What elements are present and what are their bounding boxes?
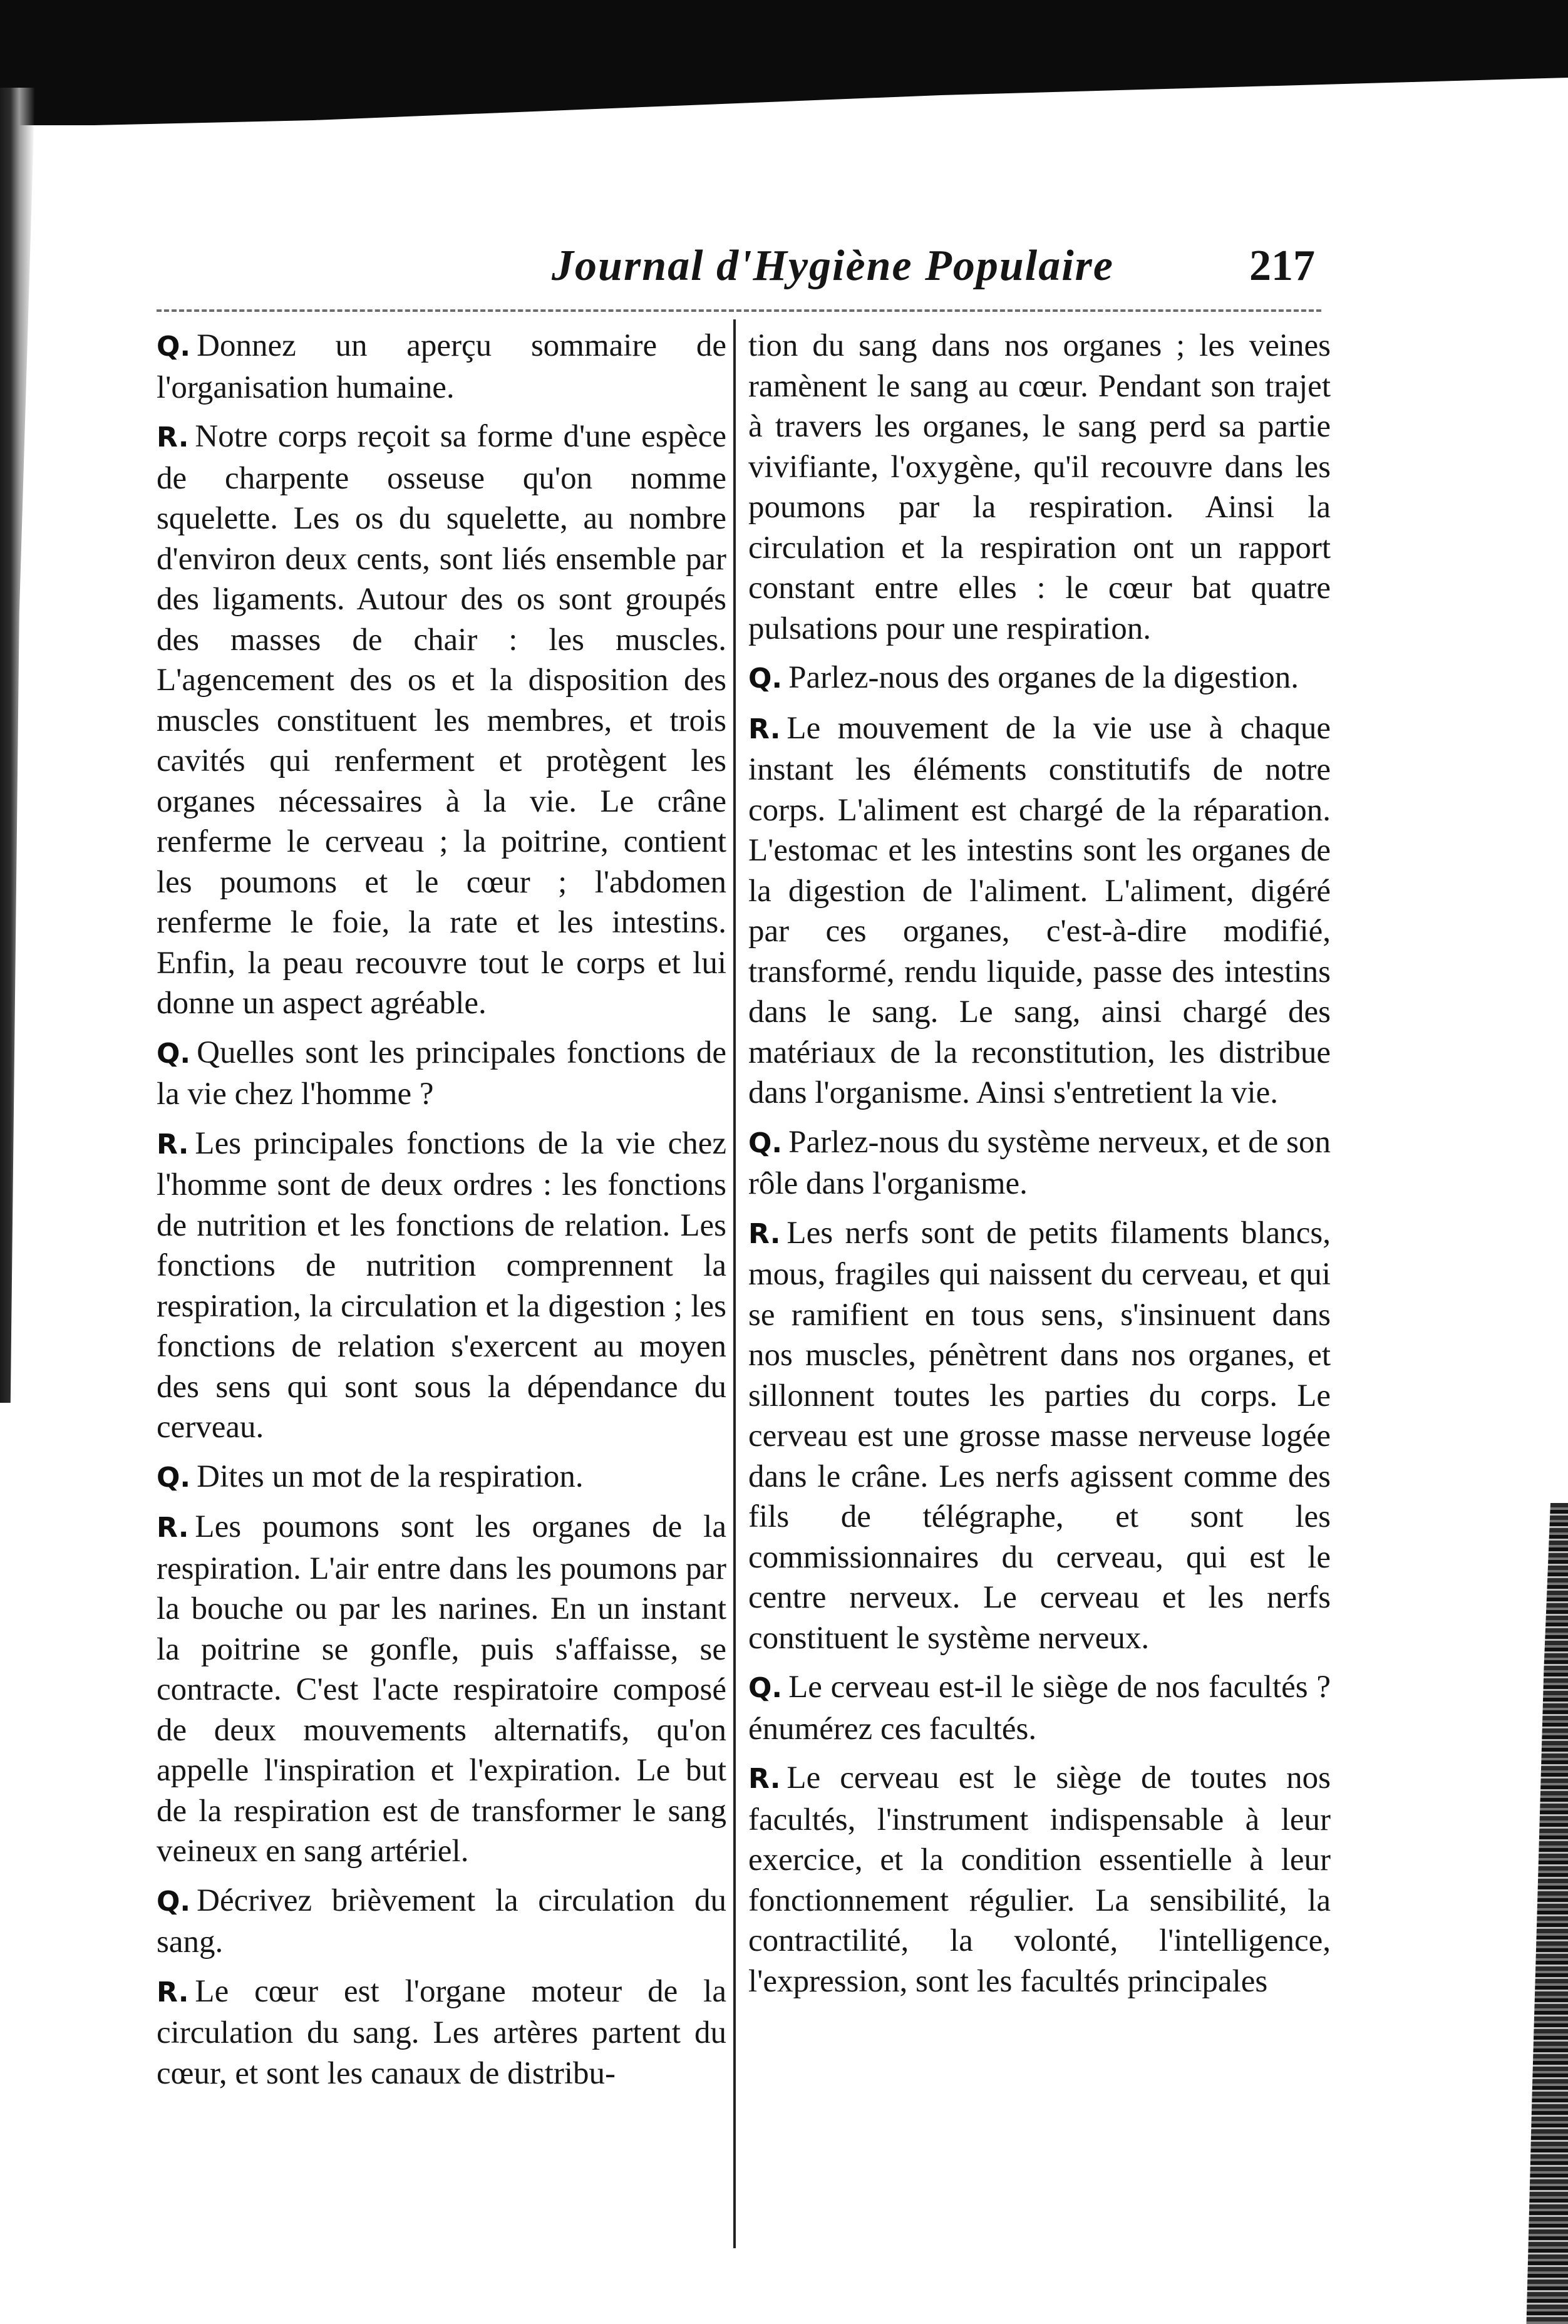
question-marker: Q. (157, 1037, 191, 1070)
question-paragraph (157, 1881, 726, 1963)
paragraph-text: Le cerveau est-il le siège de nos facultés ? énumérez ces facultés. (748, 1670, 1331, 1747)
page-header (463, 232, 1315, 301)
answer-paragraph (157, 1971, 726, 2094)
answer-paragraph (748, 1758, 1331, 2001)
answer-marker: R. (157, 421, 189, 453)
answer-paragraph (157, 1507, 726, 1872)
question-marker: Q. (748, 1127, 783, 1159)
paragraph-text: Parlez-nous des organes de la digestion. (788, 660, 1299, 695)
scan-left-shadow (0, 88, 35, 1403)
answer-marker: R. (748, 1217, 781, 1250)
answer-paragraph (157, 416, 726, 1024)
question-paragraph (748, 658, 1331, 700)
question-marker: Q. (157, 331, 191, 363)
paragraph-text: Les nerfs sont de petits filaments blancs, mous, fragiles qui naissent du cerveau, et qui se ramifient en tous sens, s'insinuent dans nos muscles, pénètrent dans nos organes, et sillonnent toutes les parties du corps. Le cerveau est une grosse masse nerveuse logée dans le crâne. Les nerfs agissent comme des fils de télégraphe, et sont les commissionnaires du cerveau, qui est le centre nerveux. Le cerveau et les nerfs constituent le système nerveux. (748, 1215, 1331, 1656)
answer-marker: R. (748, 713, 781, 745)
paragraph-text: Dites un mot de la respiration. (197, 1459, 584, 1494)
question-marker: Q. (748, 1672, 783, 1704)
paragraph-text: Décrivez brièvement la circulation du sang. (157, 1882, 726, 1960)
paragraph-text: Les poumons sont les organes de la respiration. L'air entre dans les poumons par la bouche ou par les narines. En un instant la poitrine se gonfle, puis s'affaisse, se contracte. C'est l'acte respiratoire composé de deux mouvements alternatifs, qu'on appelle l'inspiration et l'expiration. Le but de la respiration est de transformer le sang veineux en sang artériel. (157, 1509, 726, 1869)
question-marker: Q. (157, 1885, 191, 1918)
running-title: Journal d'Hygiène Populaire (552, 242, 1114, 290)
paragraph-text: tion du sang dans nos organes ; les veines ramènent le sang au cœur. Pendant son trajet à travers les organes, le sang perd sa partie vivifiante, l'oxygène, qu'il recouvre dans les poumons par la respiration. Ainsi la circulation et la respiration ont un rapport constant entre elles : le cœur bat quatre pulsations pour une respiration. (748, 328, 1331, 646)
scan-dark-border (0, 0, 1568, 125)
answer-paragraph (157, 1123, 726, 1448)
paragraph-text: Donnez un aperçu sommaire de l'organisation humaine. (157, 328, 726, 405)
question-paragraph (157, 1033, 726, 1115)
question-marker: Q. (157, 1461, 191, 1494)
paragraph-text: Quelles sont les principales fonctions de la vie chez l'homme ? (157, 1035, 726, 1112)
answer-marker: R. (157, 1128, 189, 1160)
paragraph-text: Le cœur est l'organe moteur de la circulation du sang. Les artères partent du cœur, et sont les canaux de distribu- (157, 1973, 726, 2091)
answer-marker: R. (157, 1512, 189, 1544)
answer-paragraph (748, 708, 1331, 1113)
question-marker: Q. (748, 663, 783, 695)
paragraph-text: Le cerveau est le siège de toutes nos facultés, l'instrument indispensable à leur exercice, et la condition essentielle à leur fonctionnement régulier. La sensibilité, la contractilité, la volonté, l'intelligence, l'expression, sont les facultés principales (748, 1760, 1331, 1999)
question-paragraph (157, 1457, 726, 1499)
header-rule (157, 309, 1321, 312)
question-paragraph (748, 1122, 1331, 1204)
paragraph-text: Les principales fonctions de la vie chez l'homme sont de deux ordres : les fonctions de nutrition et les fonctions de relation. Les fonctions de nutrition comprennent la respiration, la circulation et la digestion ; les fonctions de relation s'exercent au moyen des sens qui sont sous la dépendance du cerveau. (157, 1125, 726, 1445)
scan-right-edge (1524, 1503, 1568, 2324)
continuation-paragraph (748, 326, 1331, 649)
left-column (157, 326, 726, 2254)
paragraph-text: Notre corps reçoit sa forme d'une espèce de charpente osseuse qu'on nomme squelette. Les os du squelette, au nombre d'environ deux cents, sont liés ensemble par des ligaments. Autour des os sont groupés des masses de chair : les muscles. L'agencement des os et la disposition des muscles constituent les membres, et trois cavités qui renferment et protègent les organes nécessaires à la vie. Le crâne renferme le cerveau ; la poitrine, contient les poumons et le cœur ; l'abdomen renferme le foie, la rate et les intestins. Enfin, la peau recouvre tout le corps et lui donne un aspect agréable. (157, 419, 726, 1021)
right-column (748, 326, 1331, 2254)
answer-marker: R. (157, 1976, 189, 2008)
answer-paragraph (748, 1213, 1331, 1659)
column-divider (733, 319, 736, 2248)
answer-marker: R. (748, 1763, 781, 1795)
paragraph-text: Parlez-nous du système nerveux, et de son rôle dans l'organisme. (748, 1124, 1331, 1201)
page-number: 217 (1249, 242, 1315, 290)
paragraph-text: Le mouvement de la vie use à chaque instant les éléments constitutifs de notre corps. L'aliment est chargé de la réparation. L'estomac et les intestins sont les organes de la digestion de l'aliment. L'aliment, digéré par ces organes, c'est-à-dire modifié, transformé, rendu liquide, passe des intestins dans le sang. Le sang, ainsi chargé des matériaux de la reconstitution, les distribue dans l'organisme. Ainsi s'entretient la vie. (748, 710, 1331, 1110)
question-paragraph (157, 326, 726, 408)
question-paragraph (748, 1667, 1331, 1749)
